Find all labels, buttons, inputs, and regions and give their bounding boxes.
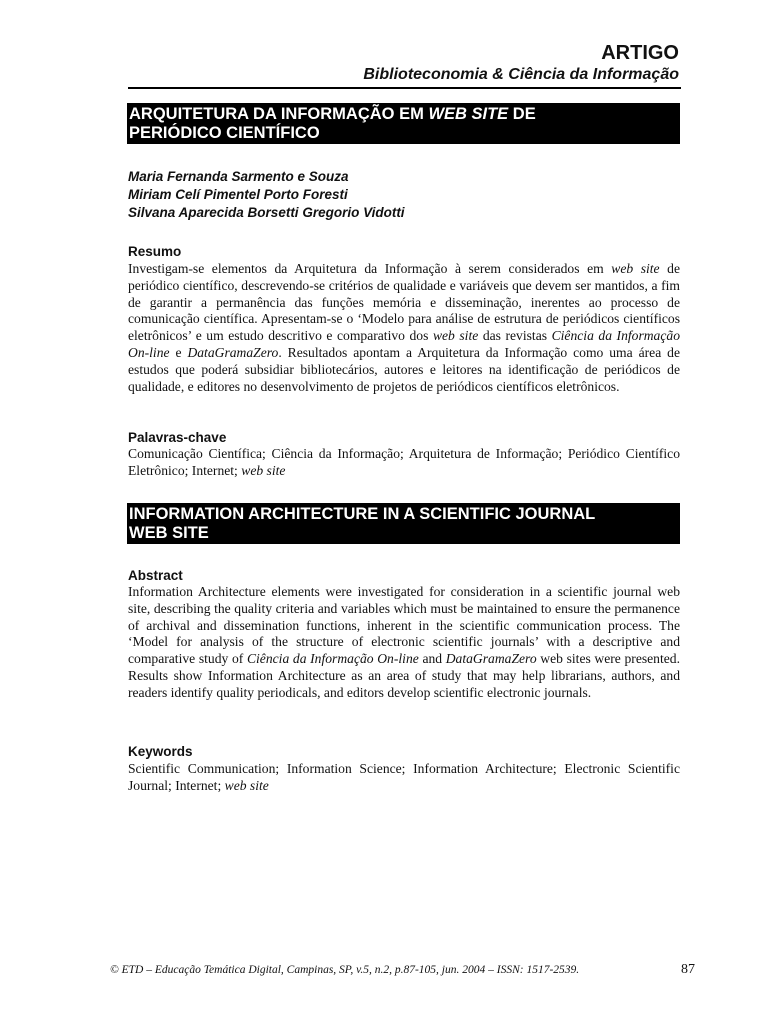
title-pt-pre: ARQUITETURA DA INFORMAÇÃO EM [129,105,429,123]
abstract-heading-pt: Resumo [128,244,182,259]
author-list [128,168,405,222]
keywords-pt: Comunicação Científica; Ciência da Informação; Arquitetura de Informação; Periódico Científico Eletrônico; Internet; web site [128,446,680,478]
author-1: Maria Fernanda Sarmento e Souza [128,169,349,184]
keywords-en: Scientific Communication; Information Science; Information Architecture; Electronic Scientific Journal; Internet; web site [128,761,680,793]
title-banner-en [127,503,680,544]
title-en-line2: WEB SITE [129,524,209,542]
abstract-heading-en: Abstract [128,568,183,583]
keywords-heading-pt: Palavras-chave [128,430,227,445]
keywords-heading-en: Keywords [128,744,193,759]
header-rule [128,87,681,89]
title-pt-line2: PERIÓDICO CIENTÍFICO [129,124,320,142]
title-en-line1: INFORMATION ARCHITECTURE IN A SCIENTIFIC JOURNAL [129,505,596,523]
journal-name: Biblioteconomia & Ciência da Informação [363,66,679,83]
abstract-pt: Investigam-se elementos da Arquitetura da Informação à serem considerados em web site de periódico científico, descrevendo-se critérios de qualidade e variáveis que devem ser mantidos, a fim de garantir a permanência das funções memória e disseminação, inerentes ao processo de comunicação científica. Apresentam-se o ‘Modelo para análise de estrutura de periódicos científicos eletrônicos’ e um estudo descritivo e comparativo dos web site das revistas Ciência da Informação On-line e DataGramaZero. Resultados apontam a Arquitetura da Informação como uma área de estudos que poderá subsidiar bibliotecários, autores e leitores na identificação de periódicos de qualidade, e editores no desenvolvimento de projetos de periódicos científicos eletrônicos. [128,261,680,394]
page-number: 87 [681,962,695,977]
author-2: Miriam Celí Pimentel Porto Foresti [128,187,348,202]
title-pt-post: DE [508,105,536,123]
title-pt-em: WEB SITE [428,105,509,123]
abstract-en: Information Architecture elements were investigated for consideration in a scientific journal web site, describing the quality criteria and variables which must be maintained to ensure the permanence of archival and dissemination functions, inherent in the scientific communication process. The ‘Model for analysis of the structure of electronic scientific journals’ with a descriptive and comparative study of Ciência da Informação On-line and DataGramaZero web sites were presented. Results show Information Architecture as an area of study that may help librarians, authors, and readers identify quality periodicals, and editors develop scientific electronic journals. [128,584,680,700]
section-label: ARTIGO [601,42,679,64]
footer-citation: © ETD – Educação Temática Digital, Campinas, SP, v.5, n.2, p.87-105, jun. 2004 – ISSN: 1517-2539. [110,964,580,976]
title-banner-pt [127,103,680,144]
author-3: Silvana Aparecida Borsetti Gregorio Vidotti [128,205,405,220]
